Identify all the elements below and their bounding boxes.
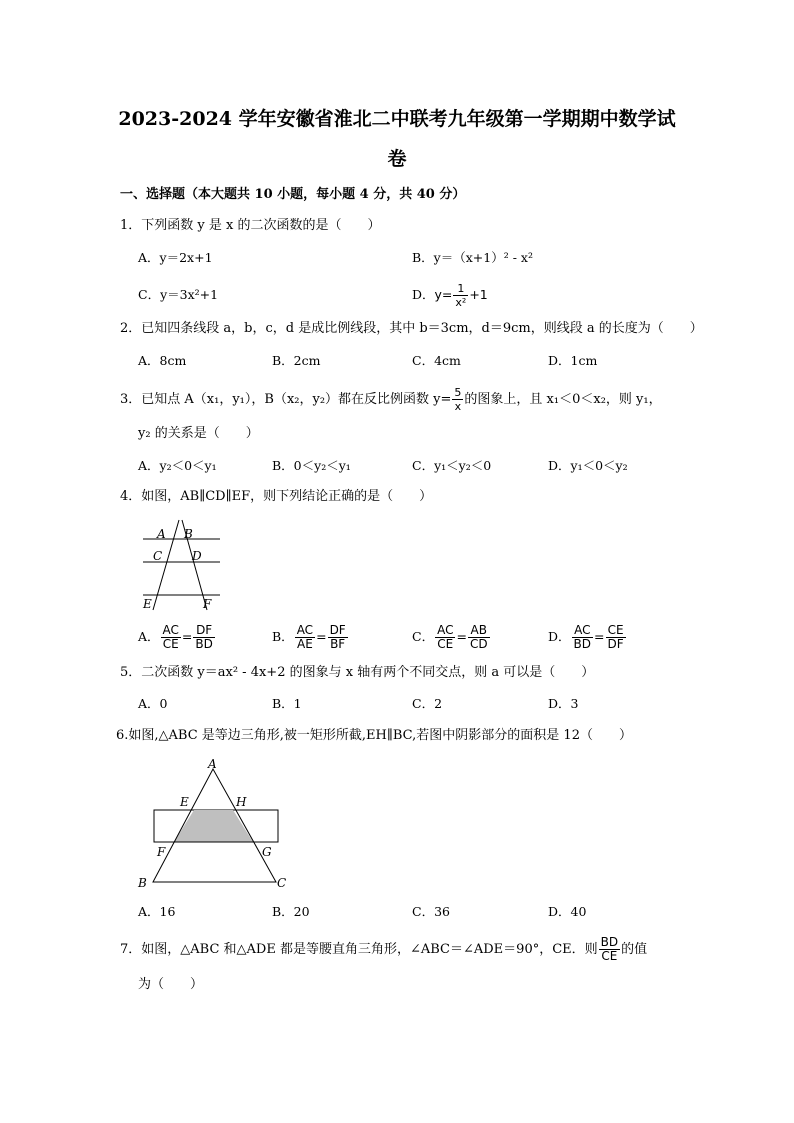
q4-b-prefix: B． [272, 629, 294, 644]
q3-fraction [452, 386, 463, 413]
q4-b-frac1 [295, 624, 315, 651]
q6-stem: 6.如图,△ABC 是等边三角形,被一矩形所截,EH∥BC,若图中阴影部分的面积是 12（ ） [116, 728, 632, 743]
q3-stem-a: 3．已知点 A（x₁，y₁），B（x₂，y₂）都在反比例函数 y= [120, 392, 452, 407]
q4-b-frac2 [328, 624, 348, 651]
q4-d-eq: = [594, 629, 605, 644]
q4-a-d1: CE [162, 637, 179, 651]
q7-stem-a: 7．如图，△ABC 和△ADE 都是等腰直角三角形，∠ABC＝∠ADE＝90°，CE．则 [120, 942, 598, 957]
q1-d-frac-num: 1 [453, 282, 468, 296]
q3-option-c: C．y₁＜y₂＜0 [412, 458, 492, 473]
q3-stem-b: 的图象上，且 x₁＜0＜x₂，则 y₁， [464, 392, 662, 407]
q1-option-a: A．y＝2x+1 [138, 250, 213, 265]
q3-frac-den: x [454, 400, 462, 413]
q7-stem-line2: 为（ ） [138, 977, 204, 992]
q5-option-d: D．3 [548, 696, 579, 711]
exam-title-line1: 2023-2024 学年安徽省淮北二中联考九年级第一学期期中数学试 [118, 108, 676, 130]
q6-option-c: C．36 [412, 904, 450, 919]
q3-stem-line1 [120, 383, 662, 417]
q4-a-n1: AC [162, 623, 179, 637]
q4-b-n1: AC [296, 623, 314, 637]
label-d: D [192, 549, 202, 563]
q1-option-b: B．y＝（x+1）² - x² [412, 250, 533, 265]
q4-d-d2: DF [607, 637, 624, 651]
q7-frac-den: CE [601, 949, 618, 963]
q7-stem-b: 的值 [621, 942, 648, 957]
q6-option-a: A．16 [138, 904, 176, 919]
q4-d-n2: CE [606, 624, 626, 638]
label-f: F [203, 597, 212, 611]
q7-stem-line1 [120, 933, 647, 967]
q7-fraction [599, 936, 620, 963]
section-heading: 一、选择题（本大题共 10 小题，每小题 4 分，共 40 分） [120, 187, 466, 202]
q4-c-n1: AC [437, 623, 454, 637]
q4-d-frac2 [606, 624, 626, 651]
q4-d-prefix: D． [548, 629, 571, 644]
label-b: B [138, 876, 147, 890]
q7-frac-num: BD [600, 935, 619, 949]
q1-option-c: C．y＝3x²+1 [138, 287, 219, 302]
q6-option-d: D．40 [548, 904, 587, 919]
q1-option-d-fraction [453, 282, 468, 309]
label-e: E [180, 795, 189, 809]
q4-option-c [412, 620, 491, 654]
q4-c-n2: AB [468, 624, 490, 638]
q2-option-d: D．1cm [548, 353, 598, 368]
q2-stem: 2．已知四条线段 a，b，c，d 是成比例线段，其中 b＝3cm，d＝9cm，则线段 a 的长度为（ ） [120, 321, 703, 336]
q4-a-prefix: A． [138, 629, 160, 644]
q4-a-n2: DF [193, 624, 214, 638]
q4-a-frac1 [161, 624, 181, 651]
q4-option-a [138, 620, 216, 654]
label-a: A [208, 757, 217, 771]
q3-stem-line2: y₂ 的关系是（ ） [138, 426, 259, 441]
q4-b-eq: = [316, 629, 327, 644]
q2-option-b: B．2cm [272, 353, 321, 368]
q3-option-a: A．y₂＜0＜y₁ [138, 458, 217, 473]
q4-a-d2: BD [195, 637, 213, 651]
q4-c-d2: CD [469, 637, 488, 651]
q4-d-d1: BD [573, 637, 592, 651]
q5-stem: 5．二次函数 y＝ax² - 4x+2 的图象与 x 轴有两个不同交点，则 a 可以是（ ） [120, 665, 595, 680]
label-b: B [184, 527, 193, 541]
q4-option-b [272, 620, 349, 654]
q3-option-d: D．y₁＜0＜y₂ [548, 458, 628, 473]
q4-b-n2: DF [329, 623, 346, 637]
q1-stem: 1．下列函数 y 是 x 的二次函数的是（ ） [120, 218, 381, 233]
q1-option-d-tail: +1 [469, 287, 488, 302]
label-c: C [153, 549, 163, 563]
label-c: C [277, 876, 287, 890]
q4-a-eq: = [181, 629, 193, 644]
q4-a-frac2 [193, 624, 214, 651]
q1-option-d-prefix: D． [412, 287, 435, 302]
q4-c-frac1 [435, 624, 455, 651]
q6-triangle-rectangle-figure [132, 755, 297, 893]
label-h: H [236, 795, 247, 809]
q4-c-frac2 [468, 624, 490, 651]
q5-option-c: C．2 [412, 696, 443, 711]
q4-d-frac1 [572, 624, 593, 651]
q4-d-n1: AC [572, 624, 593, 638]
q3-frac-num: 5 [454, 386, 462, 399]
shaded-trapezoid [174, 810, 253, 842]
q6-option-b: B．20 [272, 904, 310, 919]
q2-option-a: A．8cm [138, 353, 187, 368]
label-a: A [157, 527, 166, 541]
label-g: G [262, 845, 272, 859]
q5-option-b: B．1 [272, 696, 302, 711]
q4-c-d1: CE [437, 637, 454, 651]
q3-option-b: B．0＜y₂＜y₁ [272, 458, 351, 473]
q1-d-frac-den: x² [455, 296, 467, 309]
q4-c-prefix: C． [412, 629, 435, 644]
q1-option-d [412, 276, 488, 314]
q4-stem: 4．如图，AB∥CD∥EF，则下列结论正确的是（ ） [120, 489, 433, 504]
q2-option-c: C．4cm [412, 353, 461, 368]
exam-title-line2: 卷 [387, 148, 407, 170]
q5-option-a: A．0 [138, 696, 168, 711]
q4-b-d1: AE [296, 637, 313, 651]
q4-c-eq: = [456, 629, 467, 644]
label-e: E [143, 597, 152, 611]
q4-b-d2: BF [330, 637, 346, 651]
q4-option-d [548, 620, 627, 654]
label-f: F [157, 845, 166, 859]
q4-parallel-lines-figure [135, 518, 230, 613]
q1-option-d-lhs: y= [434, 287, 453, 302]
